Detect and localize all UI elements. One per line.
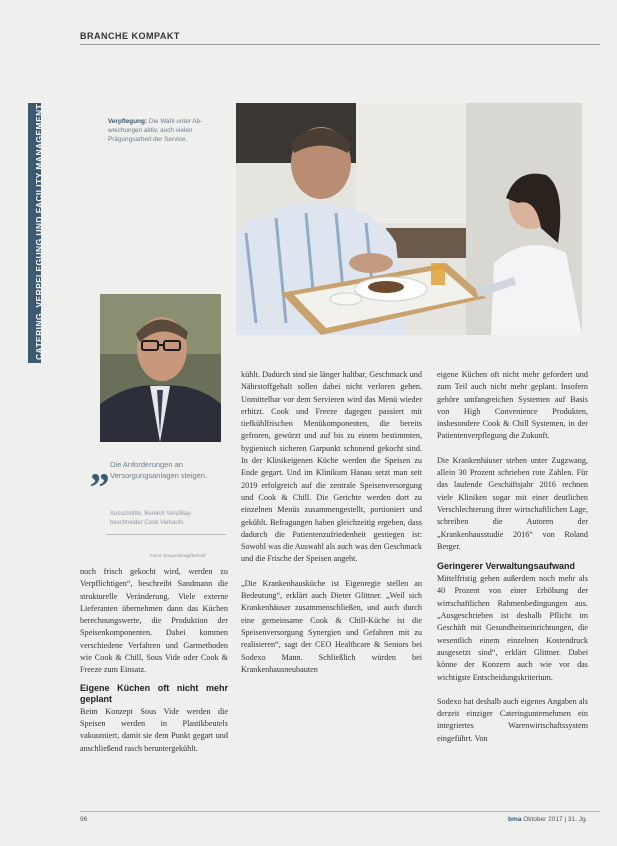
text-column-1 [80,566,228,755]
paragraph: Die Krankenhäuser stehen unter Zugzwang, allein 30 Prozent schrieben rote Zahlen. Für das laufende Geschäftsjahr 2016 rechnen viele Kliniken sogar mit einer deutlichen Verschlechterung ihrer wirtschaftlichen Lage, schreiben die Autoren der „Krankenhausstudie 2016“ von Roland Berger. [437,455,588,551]
header-divider [80,44,600,45]
paragraph: Mittelfristig gehen außerdem noch mehr als 40 Prozent von einer Erhöhung der wirtschaftlichen Rahmenbedingungen aus. „Ausgeschrieben ist deshalb Pflicht im Geschäft mit Gesundheitseinrichtungen, die wesentlich einem einzelnen Kostendruck ausgesetzt sind“, erklärt Glittner. Dabei könne der Konzern auch wie vor das wichtigste Entscheidungskriterium. [437,574,588,682]
sidebar-label: CATERING, VERPFLEGUNG UND FACILITY MANAGEMENT [34,103,44,360]
issue-date: Oktober 2017 | 31. Jg. [523,816,588,823]
caption-lead: Verpflegung: [108,118,148,125]
text-column-2 [241,369,422,676]
portrait-photo [100,294,221,442]
paragraph: Beim Konzept Sous Vide werden die Speisen werden in Plastikbeutels vakuumiert, damit sie dem Punkt gegart und anschließend rasch heruntergekühlt. [80,706,228,753]
hospital-meal-photo [236,103,582,335]
pull-quote: Die Anforderungen an Versorgungsanlagen steigen. [110,460,208,480]
section-header: BRANCHE KOMPAKT [80,31,180,41]
photo-caption [108,117,228,144]
subheading: Geringerer Verwaltungsaufwand [437,561,576,572]
caption-text: Die Wahl unter Ab-weichungen aktiv, auch vielen Prägungsarbeit der Service. [108,118,203,143]
paragraph: „Die Krankenhausküche ist Eigenregie stellen an Bedeutung“, erklärt auch Dieter Glittner. „Weil sich Krankenhäuser zusammenschließen, und auch durch eine gemeinsame Cook & Chill-Küche ist die Speisenversorgung Synergien und Gefahren mit zu realisieren“, sagt der CEO Healthcare & Seniors bei Sodexo Mann. Schließlich würden bei Krankenhausneubauten [241,578,422,674]
footer-divider [80,811,600,812]
quote-mark-icon: „ [90,444,110,489]
subheading: Eigene Küchen oft nicht mehr geplant [80,682,228,704]
text-column-3 [437,369,588,745]
paragraph: noch frisch gekocht wird, werden zu Verpflichtigen“, beschreibt Sandmann die strukturelle Veränderung. Viele externe Lieferanten übernehmen dann das Küchen berechnungswerte, die Produktion der Speisenkomponenten. Dabei kommen verschiedene Verfahren und Garmethoden wie Cook & Chill, Sous Vide oder Cook & Freeze zum Einsatz. [80,567,228,675]
quote-divider [106,534,226,535]
paragraph: kühlt. Dadurch sind sie länger haltbar, Geschmack und Nährstoffgehalt sollen dabei nicht verloren gehen. Unmittelbar vor dem Servieren wird das Menü wieder erhitzt. Cook und Freeze dagegen passiert mit tiefkühlfrischen Menükomponenten, die bereits gefroren, gewürzt und auf bis zu einem bestimmten, hygienisch sicheren Garpunkt schonend gekocht sind. In der Klinikeigenen Küche werden die Speisen zu Ende gegart. Und im Klinikum Hanau setzt man seit 2019 erfolgreich auf die zentrale Speisenversorgung und Cook & Chill. Die Gerichte werden dort zu einzelnen Menüs zusammengestellt, portioniert und gekühlt. Befragungen haben gleichzeitig ergeben, dass dadurch die Patientenzufriedenheit gestiegen ist: Sowohl was die Auswahl als auch was den Geschmack und die Frische der Speisen angeht. [241,370,422,564]
issue-info [508,816,587,823]
paragraph: eigene Küchen oft nicht mehr gefordert und zum Teil auch nicht mehr geplant. Insofern gehöre umfangreichen Systemen auf Basis von High Convenience Produkten, insbesondere Cook & Chill Systemen, in der Patientenverpflegung die Zukunft. [437,370,588,441]
paragraph: Sodexo hat deshalb auch eigenes Angaben als derzeit einziger Cateringunternehmen ein integriertes Warenwirtschaftssystem eingeführt. Von [437,696,588,743]
page-number: 96 [80,816,88,823]
photo-credit: Fotos: baugedefragt/Behold [150,553,206,558]
magazine-name: bma [508,816,522,823]
pull-quote-source: Ausschnitte, Bereich Vers/Bay- beschneider Cook Verkaufs [110,511,193,526]
